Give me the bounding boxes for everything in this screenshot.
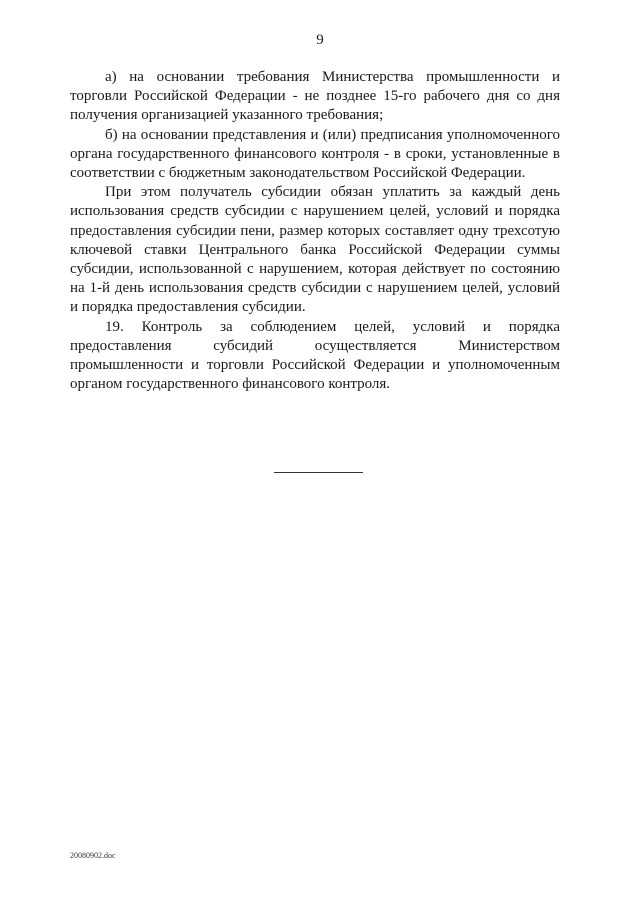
document-body [70,68,560,394]
paragraph-19-control: 19. Контроль за соблюдением целей, условий и порядка предоставления субсидий осуществляется Министерством промышленности и торговли Российской Федерации и уполномоченным органом государственного финансового контроля. [70,318,560,393]
footer-filename: 20080902.doc [70,851,116,860]
paragraph-a-requirement: а) на основании требования Министерства промышленности и торговли Российской Федерации - не позднее 15-го рабочего дня со дня получения организацией указанного требования; [70,69,560,124]
page-number: 9 [316,32,324,48]
paragraph-b-submission: б) на основании представления и (или) предписания уполномоченного органа государственного финансового контроля - в сроки, установленные в соответствии с бюджетным законодательством Российской Федерации. [70,126,560,182]
closing-divider [274,472,363,473]
paragraph-penalty: При этом получатель субсидии обязан уплатить за каждый день использования средств субсидии с нарушением целей, условий и порядка предоставления субсидии пени, размер которых составляет одну трехсотую ключевой ставки Центрального банка Российской Федерации суммы субсидии, использованной с нарушением, которая действует по состоянию на 1-й день использования средств субсидии с нарушением целей, условий и порядка предоставления субсидии. [70,184,560,316]
